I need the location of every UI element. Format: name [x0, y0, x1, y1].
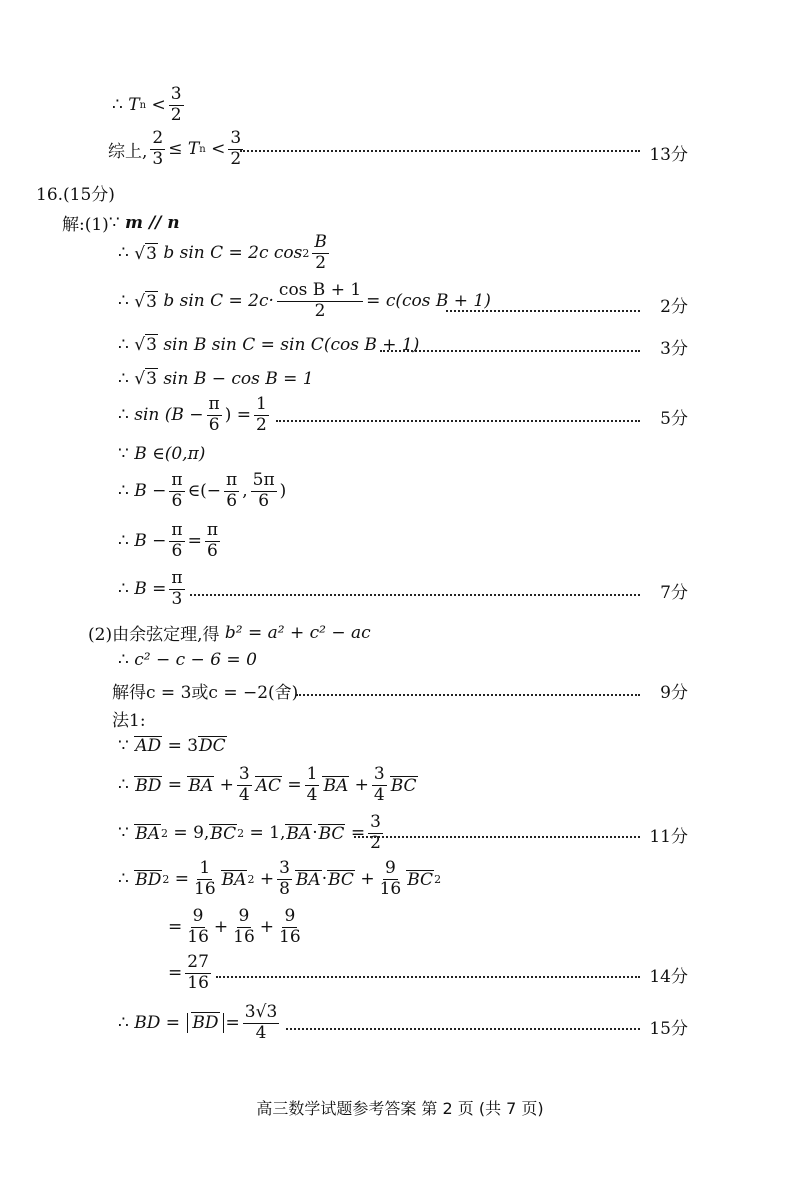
denominator: 16 [194, 878, 216, 899]
expression: BD = [134, 1013, 181, 1034]
denominator: 6 [208, 414, 220, 435]
numerator: π [171, 568, 183, 588]
expression: sin (B − [134, 405, 204, 426]
vector: BA [188, 775, 214, 796]
equals: = [168, 963, 183, 984]
denominator: 2 [230, 148, 242, 169]
equals: = [167, 775, 183, 796]
numerator: B [314, 232, 327, 252]
dot-product: · [321, 869, 328, 890]
numerator: π [206, 520, 218, 540]
fraction [237, 766, 252, 805]
expression-tail: = c(cos B + 1) [366, 291, 491, 312]
denominator: 16 [233, 926, 255, 947]
vector: DC [199, 736, 226, 757]
numerator: π [171, 470, 183, 490]
plus: + [360, 869, 375, 890]
leader-dots [296, 694, 640, 696]
tn-symbol: T [187, 139, 200, 160]
equals: = [350, 823, 366, 844]
equals: = 9, [173, 823, 210, 844]
numerator: 9 [385, 858, 396, 878]
fraction [243, 1004, 279, 1043]
vector: BA [135, 823, 161, 844]
denominator: 2 [370, 832, 381, 853]
plus: + [213, 917, 229, 938]
because-symbol: ∵ [118, 444, 129, 464]
less-than: < [151, 95, 166, 116]
vector-step-2 [118, 766, 418, 805]
numerator: π [208, 394, 220, 414]
vector: AD [135, 736, 162, 757]
tn-symbol: T [128, 95, 140, 116]
method-label: 法1: [112, 711, 146, 731]
page-footer: 高三数学试题参考答案 第 2 页 (共 7 页) [256, 1099, 544, 1118]
fraction [169, 570, 184, 609]
leader-dots [286, 1028, 640, 1030]
expression: b sin C = 2c cos [163, 243, 303, 264]
therefore-symbol: ∴ [118, 1013, 129, 1034]
therefore-symbol: ∴ [118, 869, 129, 890]
part2-text: (2)由余弦定理,得 [88, 625, 220, 645]
expression-mid: ) = [224, 405, 251, 426]
plus: + [219, 775, 234, 796]
equals: = [174, 869, 190, 890]
step-4 [118, 368, 314, 389]
radicand: 3 [146, 243, 157, 264]
fraction [251, 472, 277, 511]
denominator: 2 [256, 414, 267, 435]
step-8 [118, 522, 223, 561]
method-1-label [112, 706, 146, 731]
part1-label: 解:(1) [62, 215, 109, 235]
vector: BC [210, 823, 237, 844]
part2-header [88, 620, 371, 645]
vector: BC [318, 823, 345, 844]
numerator: 3 [373, 764, 385, 784]
radicand: 3 [146, 335, 157, 355]
step-6 [118, 444, 205, 464]
because-symbol: ∵ [118, 736, 129, 756]
fraction [378, 860, 404, 899]
denominator: 16 [187, 972, 209, 993]
leader-dots [354, 836, 640, 838]
fraction [169, 472, 184, 511]
score-14: 14分 [649, 967, 688, 987]
leader-dots [190, 594, 640, 596]
close-paren: ) [279, 481, 287, 502]
plus: + [259, 917, 275, 938]
fraction [169, 522, 184, 561]
therefore-symbol: ∴ [118, 243, 129, 264]
denominator: 2 [170, 104, 182, 125]
expression: 解得c = 3或c = −2(舍) [112, 683, 299, 703]
numerator: 1 [306, 764, 318, 784]
denominator: 3 [152, 148, 164, 169]
score-3: 3分 [660, 339, 688, 359]
vector: BA [221, 869, 247, 890]
therefore-symbol: ∴ [118, 291, 129, 312]
fraction [277, 908, 303, 947]
sqrt: √ 3 [134, 243, 157, 264]
numerator: 3 [238, 764, 250, 784]
summary-prefix: 综上, [108, 141, 148, 162]
fraction [312, 234, 329, 273]
fraction [185, 954, 211, 993]
step-3 [118, 334, 419, 355]
radicand: 3 [146, 369, 157, 389]
numerator: 1 [199, 858, 211, 878]
denominator: 6 [171, 540, 183, 561]
therefore-symbol: ∴ [118, 579, 129, 600]
fraction [207, 396, 222, 435]
expression-mid: ∈(− [187, 481, 222, 502]
less-than: < [211, 139, 226, 160]
therefore-symbol: ∴ [118, 405, 129, 426]
therefore-symbol: ∴ [118, 531, 129, 552]
denominator: 16 [187, 926, 209, 947]
numerator: 3 [279, 858, 290, 878]
leader-dots [446, 310, 640, 312]
step-9 [118, 570, 188, 609]
vector: BD [192, 1013, 219, 1034]
equals: = [287, 775, 302, 796]
numerator: π [226, 470, 238, 490]
numerator: 5π [252, 470, 275, 490]
denominator: 4 [373, 784, 385, 805]
vector: BC [328, 869, 354, 890]
question-title: 16.(15分) [36, 185, 115, 205]
vector-step-7 [118, 1004, 282, 1043]
step-1 [118, 234, 332, 273]
numerator: 3 [370, 812, 381, 832]
fraction [169, 86, 184, 125]
score-11: 11分 [649, 827, 688, 847]
exponent: 2 [237, 826, 245, 840]
vector: BA [323, 775, 349, 796]
fraction [305, 766, 320, 805]
denominator: 6 [206, 540, 218, 561]
exponent: 2 [247, 872, 255, 886]
vector-step-4 [118, 860, 441, 899]
because-symbol: ∵ [108, 212, 120, 233]
equals: = [187, 531, 202, 552]
denominator: 4 [238, 784, 250, 805]
fraction [254, 396, 269, 435]
vector-step-6 [168, 954, 214, 993]
numerator: 9 [284, 906, 296, 926]
score-15: 15分 [649, 1019, 688, 1039]
step-5 [118, 396, 272, 435]
magnitude [187, 1013, 223, 1033]
denominator: 6 [258, 490, 270, 511]
numerator: 3 [170, 84, 182, 104]
denominator: 16 [279, 926, 301, 947]
part1-header [62, 210, 180, 235]
therefore-symbol: ∴ [118, 368, 129, 389]
fraction [150, 130, 165, 169]
denominator: 4 [306, 784, 318, 805]
score-2: 2分 [660, 297, 688, 317]
score-13: 13分 [649, 145, 688, 165]
leader-dots [216, 976, 640, 978]
line-summary [108, 130, 246, 169]
p2-step-2 [112, 678, 298, 703]
leq: ≤ [168, 139, 183, 160]
score-9: 9分 [660, 683, 688, 703]
fraction [185, 908, 211, 947]
fraction [224, 472, 239, 511]
score-7: 7分 [660, 583, 688, 603]
fraction [368, 814, 383, 853]
equals: = 3 [167, 736, 199, 756]
vector-step-3 [118, 814, 386, 853]
p2-step-1 [118, 650, 257, 670]
denominator: 8 [279, 878, 290, 899]
vector: BA [286, 823, 312, 844]
therefore-symbol: ∴ [118, 775, 129, 796]
plus: + [354, 775, 369, 796]
exponent: 2 [162, 872, 170, 886]
leader-dots [380, 350, 640, 352]
numerator: 9 [192, 906, 204, 926]
vector: BC [390, 775, 417, 796]
plus: + [259, 869, 275, 890]
vector: AC [255, 775, 281, 796]
numerator: 1 [256, 394, 267, 414]
radicand: 3 [146, 291, 157, 312]
denominator: 4 [255, 1022, 267, 1043]
numerator: 3√3 [244, 1002, 278, 1022]
expression: B = [134, 579, 167, 600]
therefore-symbol: ∴ [118, 334, 129, 355]
vector-parallel: m // n [125, 212, 180, 233]
numerator: 3 [230, 128, 242, 148]
fraction [231, 908, 257, 947]
therefore-symbol: ∴ [118, 650, 129, 670]
fraction [277, 282, 363, 321]
step-7 [118, 472, 286, 511]
numerator: 2 [152, 128, 164, 148]
tn-subscript: n [139, 99, 147, 111]
vector-step-1 [118, 736, 227, 756]
therefore-symbol: ∴ [112, 95, 123, 116]
leader-dots [276, 420, 640, 422]
dot-product: · [312, 823, 318, 844]
vector-step-5 [168, 908, 306, 947]
sqrt: √ 3 [134, 335, 157, 355]
exponent: 2 [161, 826, 169, 840]
because-symbol: ∵ [118, 823, 129, 844]
expression: B ∈(0,π) [134, 444, 206, 464]
fraction [372, 766, 387, 805]
sqrt: √ 3 [134, 291, 157, 312]
numerator: 27 [187, 952, 209, 972]
sqrt: √ 3 [134, 369, 157, 389]
denominator: 16 [379, 878, 402, 899]
vector: BD [135, 775, 162, 796]
denominator: 2 [315, 252, 327, 273]
denominator: 6 [171, 490, 183, 511]
leader-dots [240, 150, 640, 152]
equals: = [168, 917, 183, 938]
fraction [277, 860, 292, 899]
numerator: 9 [238, 906, 250, 926]
numerator: cos B + 1 [278, 280, 362, 300]
equals: = [225, 1013, 240, 1034]
vector: BD [135, 869, 162, 890]
question-16-title [36, 180, 115, 205]
equals: = 1, [249, 823, 286, 844]
tn-subscript: n [199, 143, 206, 155]
denominator: 2 [314, 300, 326, 321]
denominator: 6 [226, 490, 238, 511]
line-tn-bound [112, 86, 187, 125]
expression: sin B − cos B = 1 [163, 368, 314, 389]
numerator: π [171, 520, 183, 540]
denominator: 3 [171, 588, 183, 609]
therefore-symbol: ∴ [118, 481, 129, 502]
comma: , [242, 481, 248, 502]
expression: sin B sin C = sin C(cos B + 1) [163, 334, 420, 355]
fraction [205, 522, 220, 561]
expression: B − [134, 481, 167, 502]
score-5: 5分 [660, 409, 688, 429]
expression: B − [134, 531, 167, 552]
exponent: 2 [434, 872, 442, 886]
expression: c² − c − 6 = 0 [134, 650, 257, 670]
cosine-law-formula: b² = a² + c² − ac [224, 622, 371, 643]
vector: BC [407, 869, 434, 890]
fraction [192, 860, 218, 899]
step-2 [118, 282, 491, 321]
exponent: 2 [302, 246, 310, 260]
vector: BA [295, 869, 321, 890]
expression: b sin C = 2c· [163, 291, 274, 312]
